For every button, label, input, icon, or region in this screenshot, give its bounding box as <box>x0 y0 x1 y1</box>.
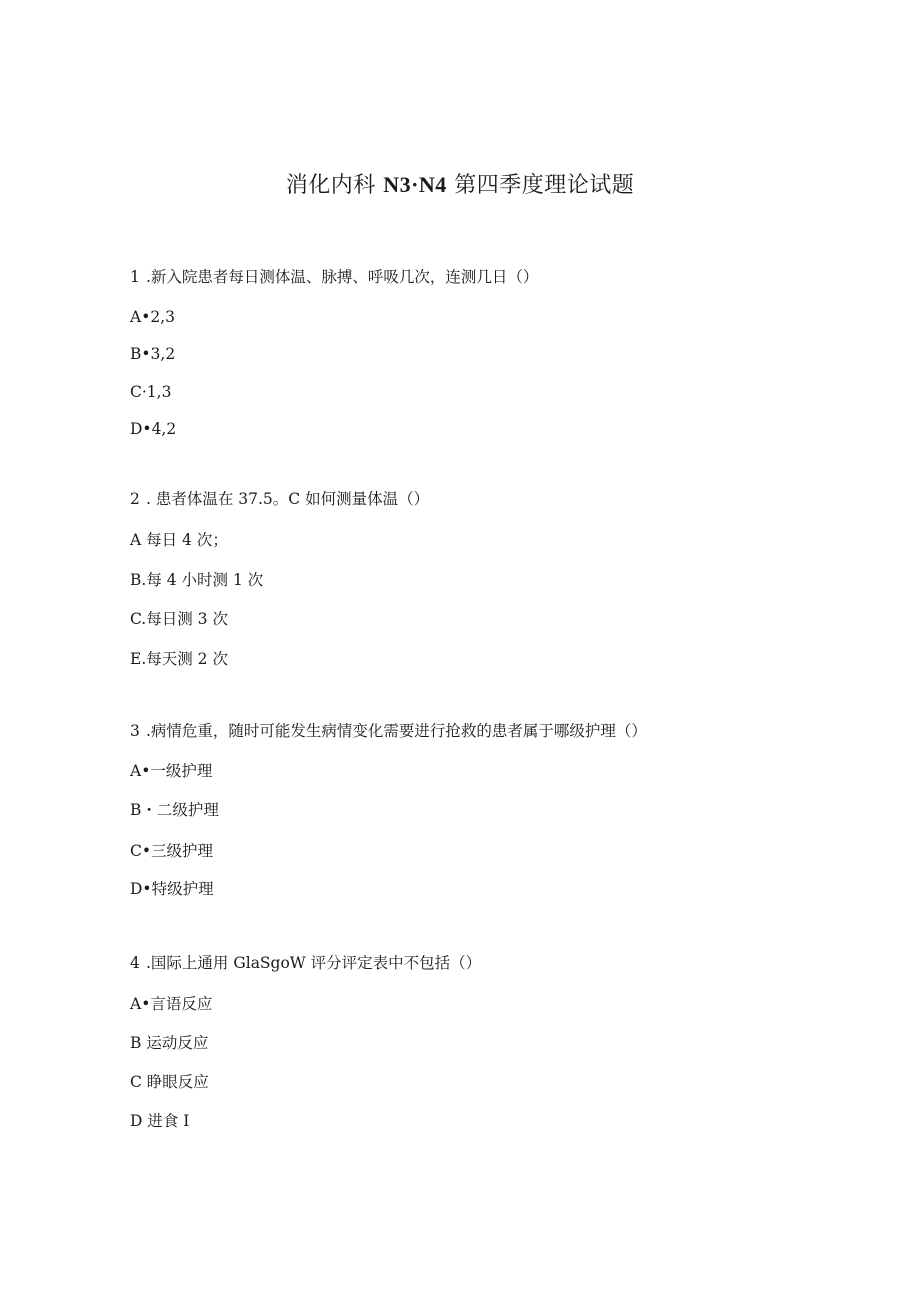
question-1-option-c: C·1,3 <box>130 383 172 401</box>
question-4-option-b: B 运动反应 <box>130 1034 209 1052</box>
question-3-stem <box>130 720 647 742</box>
title-suffix: 第四季度理论试题 <box>446 173 635 198</box>
question-2-option-b: B.每 4 小时测 1 次 <box>130 571 264 589</box>
question-3-option-b: B・二级护理 <box>130 801 219 819</box>
question-text: .病情危重，随时可能发生病情变化需要进行抢救的患者属于哪级护理（） <box>146 722 647 740</box>
question-number: 3 <box>130 722 140 740</box>
question-1-option-d: D•4,2 <box>130 420 177 438</box>
question-4-option-c: C 睁眼反应 <box>130 1073 209 1091</box>
question-number: 1 <box>130 268 140 286</box>
question-2-stem <box>130 488 429 510</box>
question-4-stem <box>130 952 481 974</box>
question-4-option-a: A•言语反应 <box>130 995 213 1013</box>
question-1-option-b: B•3,2 <box>130 345 176 363</box>
question-3-option-a: A•一级护理 <box>130 762 213 780</box>
title-prefix: 消化内科 <box>285 173 384 198</box>
question-4-option-d: D 进食 I <box>130 1112 190 1130</box>
question-2-option-a: A 每日 4 次； <box>130 531 228 549</box>
question-text: .新入院患者每日测体温、脉搏、呼吸几次，连测几日（） <box>146 268 539 286</box>
question-number: 2 <box>130 490 140 508</box>
question-text: .国际上通用 GlaSgoW 评分评定表中不包括（） <box>146 954 482 972</box>
question-3-option-d: D•特级护理 <box>130 880 214 898</box>
question-2-option-c: C.每日测 3 次 <box>130 610 228 628</box>
question-1-option-a: A•2,3 <box>130 308 175 326</box>
question-1-stem <box>130 266 538 288</box>
question-text: . 患者体温在 37.5。C 如何测量体温（） <box>146 490 430 508</box>
question-3-option-c: C•三级护理 <box>130 842 214 860</box>
title-code: N3·N4 <box>383 172 447 197</box>
question-number: 4 <box>130 954 140 972</box>
question-2-option-e: E.每天测 2 次 <box>130 650 228 668</box>
page-title <box>0 168 920 203</box>
